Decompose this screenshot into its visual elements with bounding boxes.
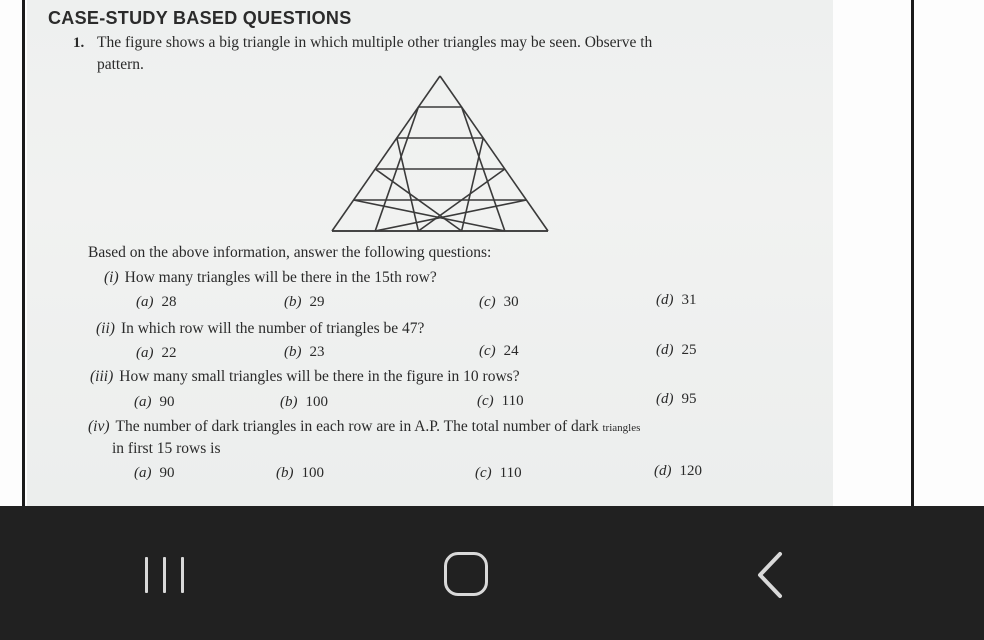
subquestion-number: (iii) — [90, 368, 114, 385]
option-d: (d) 31 — [656, 292, 697, 308]
option-d: (d) 95 — [656, 391, 697, 407]
recent-apps-icon[interactable] — [145, 555, 185, 595]
option-c: (c) 110 — [475, 465, 522, 481]
subquestion-iv — [88, 418, 640, 436]
section-heading: CASE-STUDY BASED QUESTIONS — [48, 8, 352, 28]
subquestion-text: The number of dark triangles in each row are in A.P. The total number of dark — [115, 418, 603, 435]
home-icon[interactable] — [444, 552, 488, 596]
question-text-line-1: The figure shows a big triangle in which multiple other triangles may be seen. Observe th — [97, 34, 653, 51]
option-d: (d) 25 — [656, 342, 697, 358]
subquestion-number: (i) — [104, 269, 119, 286]
page-border-right — [911, 0, 914, 506]
option-a: (a) 90 — [134, 465, 175, 481]
instructions-text: Based on the above information, answer the following questions: — [88, 244, 492, 261]
question-number: 1. — [73, 35, 85, 51]
subquestion-number: (ii) — [96, 320, 115, 337]
option-b: (b) 29 — [284, 294, 325, 310]
option-b: (b) 23 — [284, 344, 325, 360]
triangle-pattern-figure — [330, 74, 550, 234]
subquestion-number: (iv) — [88, 418, 110, 435]
option-d: (d) 120 — [654, 463, 702, 479]
page-border-left — [22, 0, 25, 506]
option-c: (c) 110 — [477, 393, 524, 409]
back-icon[interactable] — [752, 550, 792, 600]
subquestion-text-tail: triangles — [602, 422, 641, 434]
subquestion-iii — [90, 368, 520, 386]
option-a: (a) 22 — [136, 345, 177, 361]
option-a: (a) 90 — [134, 394, 175, 410]
subquestion-text: How many small triangles will be there in the figure in 10 rows? — [119, 368, 520, 385]
subquestion-text: How many triangles will be there in the 15th row? — [124, 269, 437, 286]
option-b: (b) 100 — [280, 394, 328, 410]
option-c: (c) 30 — [479, 294, 519, 310]
question-text-line-2: pattern. — [97, 56, 144, 73]
subquestion-i — [104, 269, 437, 287]
option-b: (b) 100 — [276, 465, 324, 481]
option-a: (a) 28 — [136, 294, 177, 310]
option-c: (c) 24 — [479, 343, 519, 359]
subquestion-ii — [96, 320, 424, 338]
subquestion-text: In which row will the number of triangles be 47? — [120, 320, 425, 337]
subquestion-iv-line-2: in first 15 rows is — [112, 440, 221, 457]
